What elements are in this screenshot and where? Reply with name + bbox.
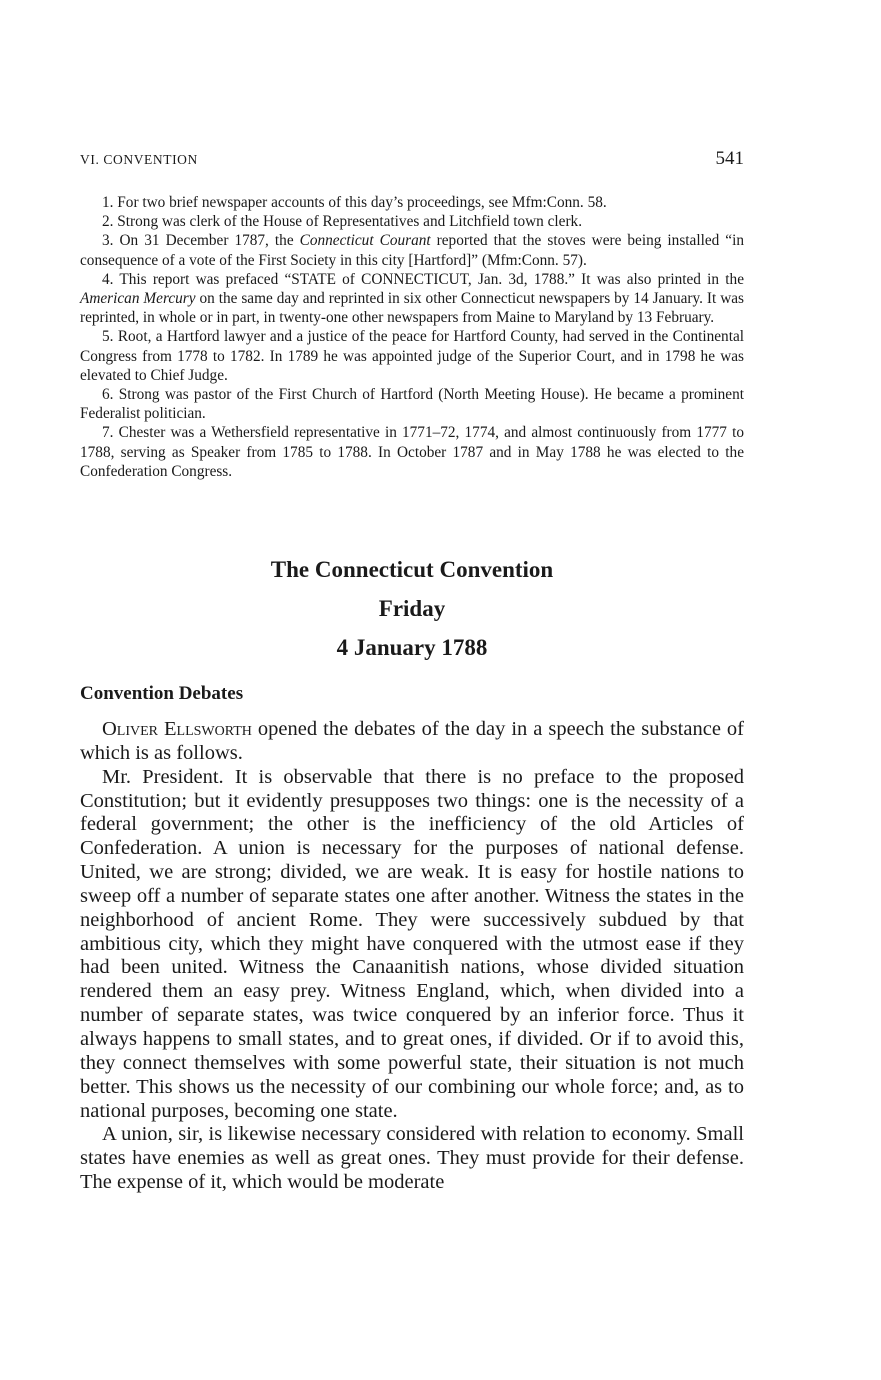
footnote-3 [80, 231, 744, 269]
footnote-3-newspaper-title: Connecticut Courant [299, 232, 431, 250]
section-heading: Convention Debates [80, 683, 244, 704]
page-number: 541 [715, 148, 744, 169]
footnotes [80, 193, 744, 481]
convention-day: Friday [378, 596, 446, 621]
footnote-4-newspaper-title: American Mercury [80, 290, 196, 308]
footnote-1: 1. For two brief newspaper accounts of this day’s proceedings, see Mfm:Conn. 58. [102, 194, 607, 211]
footnote-4-text-end: on the same day and reprinted in six other Connecticut newspapers by 14 January. It was reprinted, in whole or in part, in twenty-one other newspapers from Maine to Maryland by 13 February. [80, 290, 744, 327]
convention-title-block [80, 552, 744, 669]
speaker-name: Oliver Ellsworth [102, 718, 252, 740]
section-label: VI. CONVENTION [80, 152, 198, 167]
footnote-4 [80, 270, 744, 328]
body-paragraph-1-text: opened the debates of the day in a speech the substance of which is as follows. [80, 718, 744, 764]
footnote-7: 7. Chester was a Wethersfield representative in 1771–72, 1774, and almost continuously from 1777 to 1788, serving as Speaker from 1785 to 1788. In October 1787 and in May 1788 he was elected to the Confederation Congress. [80, 424, 744, 480]
convention-title: The Connecticut Convention [270, 557, 554, 582]
body-paragraph-1 [80, 718, 744, 766]
footnote-2: 2. Strong was clerk of the House of Representatives and Litchfield town clerk. [102, 213, 583, 231]
body-paragraph-2: Mr. President. It is observable that there is no preface to the proposed Constitution; but it evidently presupposes two things: one is the necessity of a federal government; the other is the inefficiency of the old Articles of Confederation. A union is necessary for the purposes of national defense. United, we are strong; divided, we are weak. It is easy for hostile nations to sweep off a number of separate states one after another. Witness the states in the neighborhood of ancient Rome. They were successively subdued by that ambitious city, which they might have conquered with the utmost ease if they had been united. Witness the Canaanitish nations, whose divided situation rendered them an easy prey. Witness England, which, when divided into a number of separate states, was twice conquered by an inferior force. Thus it always happens to small states, and to great ones, if divided. Or if to avoid this, they connect themselves with some powerful state, their situation is not much better. This shows us the necessity of our combining our whole force; and, as to national purposes, becoming one state. [80, 765, 744, 1122]
running-head [80, 148, 744, 174]
footnote-5: 5. Root, a Hartford lawyer and a justice of the peace for Hartford County, had served in the Continental Congress from 1778 to 1782. In 1789 he was appointed judge of the Superior Court, and in 1798 he was elevated to Chief Judge. [80, 328, 744, 384]
footnote-6: 6. Strong was pastor of the First Church of Hartford (North Meeting House). He became a prominent Federalist politician. [80, 386, 744, 423]
footnote-3-text-start: 3. On 31 December 1787, the [102, 232, 300, 250]
body-text [80, 718, 744, 1195]
footnote-3-text-end: reported that the stoves were being installed “in consequence of a vote of the First Society in this city [Hartford]” (Mfm:Conn. 57). [80, 232, 744, 269]
footnote-4-text-start: 4. This report was prefaced “STATE of CONNECTICUT, Jan. 3d, 1788.” It was also printed in the [102, 270, 744, 288]
body-paragraph-3: A union, sir, is likewise necessary considered with relation to economy. Small states have enemies as well as great ones. They must provide for their defense. The expense of it, which would be moderate [80, 1123, 744, 1194]
convention-date: 4 January 1788 [336, 635, 488, 660]
